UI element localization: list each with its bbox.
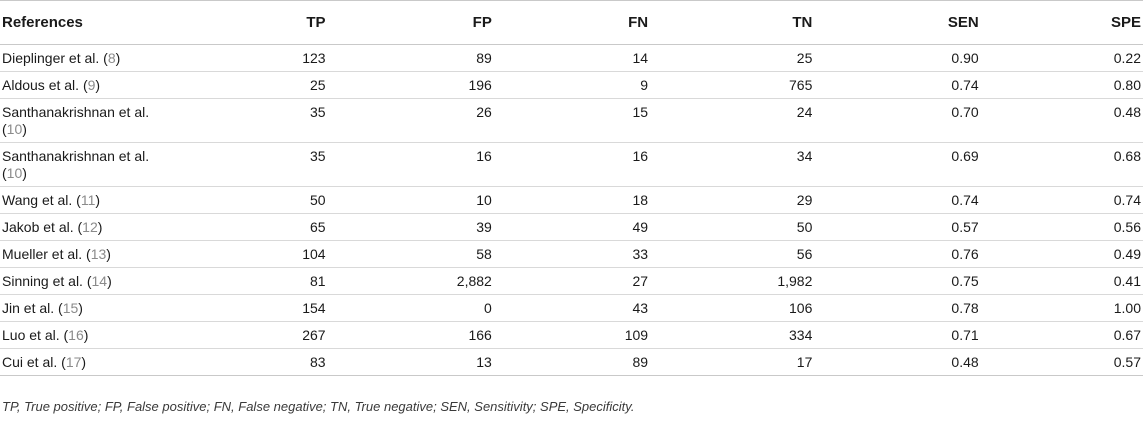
reference-open-paren: ( xyxy=(2,165,7,181)
table-footnote: TP, True positive; FP, False positive; FN, False negative; TN, True negative; SEN, Sensitivity; SPE, Specificity. xyxy=(2,399,635,414)
cell-fn: 27 xyxy=(492,268,648,295)
cell-tp: 154 xyxy=(192,295,325,322)
cell-sen: 0.69 xyxy=(812,143,978,187)
header-references: References xyxy=(0,1,192,45)
cell-fp: 2,882 xyxy=(326,268,492,295)
cell-tn: 765 xyxy=(648,72,812,99)
cell-fn: 33 xyxy=(492,241,648,268)
header-sen: SEN xyxy=(812,1,978,45)
table-row xyxy=(0,187,1143,214)
reference-close-paren: ) xyxy=(97,219,103,235)
cell-tn: 50 xyxy=(648,214,812,241)
reference-author: Cui et al. ( xyxy=(2,354,66,370)
cell-fp: 13 xyxy=(326,349,492,376)
header-tn: TN xyxy=(648,1,812,45)
cell-spe: 0.67 xyxy=(979,322,1143,349)
cell-sen: 0.90 xyxy=(812,45,978,72)
cell-fn: 14 xyxy=(492,45,648,72)
cell-sen: 0.75 xyxy=(812,268,978,295)
header-tp: TP xyxy=(192,1,325,45)
cell-tp: 25 xyxy=(192,72,325,99)
cell-tp: 104 xyxy=(192,241,325,268)
cell-fp: 16 xyxy=(326,143,492,187)
reference-cell xyxy=(0,72,192,99)
cell-tp: 267 xyxy=(192,322,325,349)
cell-tn: 17 xyxy=(648,349,812,376)
cell-fp: 166 xyxy=(326,322,492,349)
cell-sen: 0.74 xyxy=(812,72,978,99)
cell-spe: 1.00 xyxy=(979,295,1143,322)
reference-author: Aldous et al. ( xyxy=(2,77,88,93)
reference-cell xyxy=(0,268,192,295)
reference-author: Jin et al. ( xyxy=(2,300,63,316)
cell-spe: 0.57 xyxy=(979,349,1143,376)
citation-link[interactable]: 17 xyxy=(65,354,82,370)
cell-fp: 39 xyxy=(326,214,492,241)
reference-open-paren: ( xyxy=(2,121,7,137)
cell-tn: 56 xyxy=(648,241,812,268)
cell-sen: 0.48 xyxy=(812,349,978,376)
cell-fp: 10 xyxy=(326,187,492,214)
reference-cell xyxy=(0,322,192,349)
reference-close-paren: ) xyxy=(115,50,121,66)
reference-close-paren: ) xyxy=(95,192,101,208)
cell-tp: 65 xyxy=(192,214,325,241)
cell-fn: 109 xyxy=(492,322,648,349)
cell-tp: 35 xyxy=(192,143,325,187)
reference-cell xyxy=(0,45,192,72)
cell-tn: 34 xyxy=(648,143,812,187)
table-header-row xyxy=(0,1,1143,45)
cell-fn: 9 xyxy=(492,72,648,99)
cell-spe: 0.41 xyxy=(979,268,1143,295)
cell-spe: 0.74 xyxy=(979,187,1143,214)
cell-tn: 1,982 xyxy=(648,268,812,295)
cell-spe: 0.56 xyxy=(979,214,1143,241)
cell-fp: 26 xyxy=(326,99,492,143)
reference-author: Wang et al. ( xyxy=(2,192,81,208)
cell-spe: 0.68 xyxy=(979,143,1143,187)
citation-link[interactable]: 12 xyxy=(82,219,98,235)
table-row xyxy=(0,268,1143,295)
cell-tp: 35 xyxy=(192,99,325,143)
reference-author: Dieplinger et al. ( xyxy=(2,50,108,66)
table-row xyxy=(0,295,1143,322)
cell-sen: 0.71 xyxy=(812,322,978,349)
cell-fp: 196 xyxy=(326,72,492,99)
cell-spe: 0.48 xyxy=(979,99,1143,143)
cell-fp: 89 xyxy=(326,45,492,72)
cell-sen: 0.74 xyxy=(812,187,978,214)
citation-link[interactable]: 15 xyxy=(62,300,79,316)
table-row xyxy=(0,99,1143,143)
reference-close-paren: ) xyxy=(78,300,83,316)
reference-cell xyxy=(0,214,192,241)
header-fp: FP xyxy=(326,1,492,45)
cell-fn: 16 xyxy=(492,143,648,187)
table-row xyxy=(0,322,1143,349)
cell-sen: 0.57 xyxy=(812,214,978,241)
cell-fn: 89 xyxy=(492,349,648,376)
citation-link[interactable]: 10 xyxy=(6,165,23,181)
citation-link[interactable]: 16 xyxy=(68,327,84,343)
reference-cell xyxy=(0,143,192,187)
table-row xyxy=(0,349,1143,376)
table-row xyxy=(0,241,1143,268)
citation-link[interactable]: 8 xyxy=(107,50,116,66)
cell-tn: 25 xyxy=(648,45,812,72)
header-fn: FN xyxy=(492,1,648,45)
citation-link[interactable]: 9 xyxy=(87,77,96,93)
citation-link[interactable]: 14 xyxy=(91,273,108,289)
cell-sen: 0.76 xyxy=(812,241,978,268)
cell-fn: 43 xyxy=(492,295,648,322)
reference-author: Santhanakrishnan et al. xyxy=(2,104,150,120)
reference-close-paren: ) xyxy=(83,327,89,343)
reference-author: Santhanakrishnan et al. xyxy=(2,148,150,164)
reference-close-paren: ) xyxy=(22,121,27,137)
reference-close-paren: ) xyxy=(106,246,111,262)
citation-link[interactable]: 13 xyxy=(90,246,107,262)
cell-tn: 24 xyxy=(648,99,812,143)
cell-spe: 0.80 xyxy=(979,72,1143,99)
cell-tp: 81 xyxy=(192,268,325,295)
reference-cell xyxy=(0,187,192,214)
reference-close-paren: ) xyxy=(107,273,112,289)
cell-sen: 0.70 xyxy=(812,99,978,143)
reference-cell xyxy=(0,295,192,322)
cell-tp: 50 xyxy=(192,187,325,214)
header-spe: SPE xyxy=(979,1,1143,45)
citation-link[interactable]: 11 xyxy=(80,192,96,208)
reference-close-paren: ) xyxy=(81,354,87,370)
table-row xyxy=(0,143,1143,187)
table-row xyxy=(0,72,1143,99)
reference-cell xyxy=(0,349,192,376)
reference-cell xyxy=(0,99,192,143)
cell-tn: 106 xyxy=(648,295,812,322)
reference-close-paren: ) xyxy=(22,165,27,181)
cell-spe: 0.49 xyxy=(979,241,1143,268)
cell-fp: 0 xyxy=(326,295,492,322)
reference-author: Luo et al. ( xyxy=(2,327,69,343)
citation-link[interactable]: 10 xyxy=(6,121,23,137)
cell-fn: 49 xyxy=(492,214,648,241)
table-row xyxy=(0,214,1143,241)
cell-fp: 58 xyxy=(326,241,492,268)
cell-spe: 0.22 xyxy=(979,45,1143,72)
cell-tn: 334 xyxy=(648,322,812,349)
cell-tp: 83 xyxy=(192,349,325,376)
reference-author: Mueller et al. ( xyxy=(2,246,91,262)
table-row xyxy=(0,45,1143,72)
reference-cell xyxy=(0,241,192,268)
cell-sen: 0.78 xyxy=(812,295,978,322)
cell-fn: 18 xyxy=(492,187,648,214)
reference-close-paren: ) xyxy=(95,77,101,93)
cell-tp: 123 xyxy=(192,45,325,72)
reference-author: Sinning et al. ( xyxy=(2,273,92,289)
reference-author: Jakob et al. ( xyxy=(2,219,83,235)
cell-tn: 29 xyxy=(648,187,812,214)
cell-fn: 15 xyxy=(492,99,648,143)
